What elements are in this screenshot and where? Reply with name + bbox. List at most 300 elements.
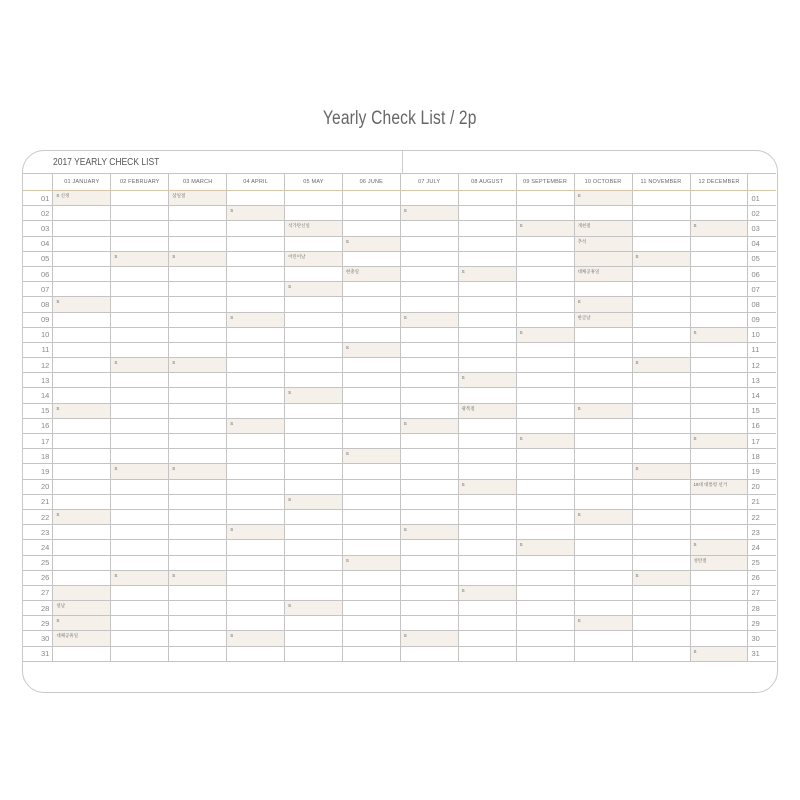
day-cell[interactable] <box>169 525 227 540</box>
day-cell[interactable] <box>285 509 343 524</box>
marked-day-cell[interactable]: S <box>690 221 748 236</box>
day-cell[interactable] <box>227 585 285 600</box>
day-cell[interactable] <box>53 358 111 373</box>
day-cell[interactable] <box>574 327 632 342</box>
marked-day-cell[interactable]: S <box>342 555 400 570</box>
marked-day-cell[interactable]: S <box>53 297 111 312</box>
day-cell[interactable] <box>169 388 227 403</box>
day-cell[interactable] <box>111 585 169 600</box>
day-cell[interactable] <box>285 464 343 479</box>
day-cell[interactable] <box>227 358 285 373</box>
day-cell[interactable] <box>111 206 169 221</box>
day-cell[interactable] <box>111 403 169 418</box>
day-cell[interactable] <box>342 251 400 266</box>
day-cell[interactable] <box>285 616 343 631</box>
day-cell[interactable] <box>53 555 111 570</box>
day-cell[interactable] <box>227 555 285 570</box>
day-cell[interactable] <box>169 418 227 433</box>
day-cell[interactable] <box>690 282 748 297</box>
day-cell[interactable] <box>458 616 516 631</box>
day-cell[interactable] <box>285 236 343 251</box>
marked-day-cell[interactable]: S <box>285 388 343 403</box>
day-cell[interactable] <box>53 388 111 403</box>
day-cell[interactable] <box>516 464 574 479</box>
marked-day-cell[interactable]: S <box>111 464 169 479</box>
day-cell[interactable] <box>516 479 574 494</box>
day-cell[interactable] <box>458 540 516 555</box>
day-cell[interactable] <box>111 434 169 449</box>
day-cell[interactable] <box>458 525 516 540</box>
day-cell[interactable] <box>516 509 574 524</box>
day-cell[interactable] <box>227 449 285 464</box>
day-cell[interactable] <box>690 342 748 357</box>
day-cell[interactable] <box>690 251 748 266</box>
day-cell[interactable] <box>227 327 285 342</box>
day-cell[interactable] <box>169 449 227 464</box>
day-cell[interactable] <box>53 236 111 251</box>
day-cell[interactable] <box>169 342 227 357</box>
day-cell[interactable] <box>53 540 111 555</box>
day-cell[interactable] <box>169 297 227 312</box>
day-cell[interactable] <box>53 418 111 433</box>
day-cell[interactable] <box>516 631 574 646</box>
day-cell[interactable] <box>632 646 690 661</box>
day-cell[interactable] <box>400 297 458 312</box>
marked-day-cell[interactable]: S <box>169 464 227 479</box>
day-cell[interactable] <box>285 191 343 206</box>
day-cell[interactable] <box>690 449 748 464</box>
day-cell[interactable] <box>53 464 111 479</box>
marked-day-cell[interactable]: S <box>342 236 400 251</box>
marked-day-cell[interactable]: S <box>111 570 169 585</box>
day-cell[interactable] <box>285 479 343 494</box>
day-cell[interactable] <box>400 646 458 661</box>
day-cell[interactable] <box>632 236 690 251</box>
day-cell[interactable] <box>516 312 574 327</box>
day-cell[interactable] <box>574 494 632 509</box>
marked-day-cell[interactable]: S <box>690 540 748 555</box>
day-cell[interactable] <box>632 601 690 616</box>
day-cell[interactable] <box>574 631 632 646</box>
day-cell[interactable] <box>516 206 574 221</box>
day-cell[interactable] <box>342 403 400 418</box>
day-cell[interactable] <box>111 373 169 388</box>
day-cell[interactable] <box>400 403 458 418</box>
day-cell[interactable] <box>690 297 748 312</box>
day-cell[interactable] <box>53 494 111 509</box>
day-cell[interactable] <box>227 236 285 251</box>
day-cell[interactable] <box>111 327 169 342</box>
day-cell[interactable] <box>400 282 458 297</box>
day-cell[interactable] <box>458 631 516 646</box>
day-cell[interactable] <box>516 616 574 631</box>
marked-day-cell[interactable]: 현충일 <box>342 266 400 281</box>
day-cell[interactable] <box>285 373 343 388</box>
day-cell[interactable] <box>458 464 516 479</box>
day-cell[interactable] <box>169 221 227 236</box>
day-cell[interactable] <box>632 479 690 494</box>
day-cell[interactable] <box>690 312 748 327</box>
day-cell[interactable] <box>574 555 632 570</box>
day-cell[interactable] <box>169 585 227 600</box>
day-cell[interactable] <box>342 479 400 494</box>
marked-day-cell[interactable]: S <box>400 631 458 646</box>
day-cell[interactable] <box>285 418 343 433</box>
day-cell[interactable] <box>111 646 169 661</box>
day-cell[interactable] <box>458 418 516 433</box>
marked-day-cell[interactable]: S <box>574 509 632 524</box>
marked-day-cell[interactable]: S <box>574 616 632 631</box>
day-cell[interactable] <box>632 191 690 206</box>
marked-day-cell[interactable]: S <box>169 570 227 585</box>
day-cell[interactable] <box>227 388 285 403</box>
day-cell[interactable] <box>111 297 169 312</box>
day-cell[interactable] <box>458 327 516 342</box>
day-cell[interactable] <box>111 342 169 357</box>
day-cell[interactable] <box>632 266 690 281</box>
day-cell[interactable] <box>690 570 748 585</box>
day-cell[interactable] <box>516 646 574 661</box>
marked-day-cell[interactable]: S <box>53 616 111 631</box>
day-cell[interactable] <box>690 358 748 373</box>
day-cell[interactable] <box>342 388 400 403</box>
day-cell[interactable] <box>169 555 227 570</box>
day-cell[interactable] <box>285 327 343 342</box>
day-cell[interactable] <box>574 479 632 494</box>
day-cell[interactable] <box>458 236 516 251</box>
marked-day-cell[interactable]: S <box>227 418 285 433</box>
day-cell[interactable] <box>342 191 400 206</box>
day-cell[interactable] <box>227 191 285 206</box>
marked-day-cell[interactable]: 광복절 <box>458 403 516 418</box>
day-cell[interactable] <box>632 616 690 631</box>
day-cell[interactable] <box>690 403 748 418</box>
marked-day-cell[interactable] <box>574 251 632 266</box>
day-cell[interactable] <box>632 585 690 600</box>
day-cell[interactable] <box>632 449 690 464</box>
day-cell[interactable] <box>458 251 516 266</box>
day-cell[interactable] <box>632 282 690 297</box>
day-cell[interactable] <box>574 434 632 449</box>
marked-day-cell[interactable]: S <box>111 251 169 266</box>
day-cell[interactable] <box>400 464 458 479</box>
day-cell[interactable] <box>516 555 574 570</box>
day-cell[interactable] <box>458 282 516 297</box>
day-cell[interactable] <box>227 434 285 449</box>
day-cell[interactable] <box>111 601 169 616</box>
day-cell[interactable] <box>690 191 748 206</box>
day-cell[interactable] <box>227 373 285 388</box>
day-cell[interactable] <box>632 297 690 312</box>
day-cell[interactable] <box>342 282 400 297</box>
marked-day-cell[interactable]: S <box>227 631 285 646</box>
day-cell[interactable] <box>458 206 516 221</box>
day-cell[interactable] <box>574 282 632 297</box>
day-cell[interactable] <box>690 525 748 540</box>
day-cell[interactable] <box>574 418 632 433</box>
day-cell[interactable] <box>227 540 285 555</box>
day-cell[interactable] <box>342 434 400 449</box>
day-cell[interactable] <box>400 236 458 251</box>
day-cell[interactable] <box>342 297 400 312</box>
day-cell[interactable] <box>632 494 690 509</box>
day-cell[interactable] <box>227 403 285 418</box>
day-cell[interactable] <box>111 266 169 281</box>
day-cell[interactable] <box>342 312 400 327</box>
day-cell[interactable] <box>690 266 748 281</box>
day-cell[interactable] <box>111 540 169 555</box>
marked-day-cell[interactable]: S <box>574 403 632 418</box>
marked-day-cell[interactable]: S <box>227 312 285 327</box>
day-cell[interactable] <box>111 191 169 206</box>
day-cell[interactable] <box>227 282 285 297</box>
day-cell[interactable] <box>285 358 343 373</box>
day-cell[interactable] <box>516 282 574 297</box>
day-cell[interactable] <box>285 434 343 449</box>
day-cell[interactable] <box>458 494 516 509</box>
day-cell[interactable] <box>632 434 690 449</box>
day-cell[interactable] <box>458 601 516 616</box>
marked-day-cell[interactable]: S <box>632 464 690 479</box>
day-cell[interactable] <box>169 373 227 388</box>
day-cell[interactable] <box>400 388 458 403</box>
day-cell[interactable] <box>574 388 632 403</box>
day-cell[interactable] <box>690 418 748 433</box>
day-cell[interactable] <box>342 509 400 524</box>
day-cell[interactable] <box>342 616 400 631</box>
day-cell[interactable] <box>400 479 458 494</box>
day-cell[interactable] <box>169 631 227 646</box>
day-cell[interactable] <box>53 221 111 236</box>
day-cell[interactable] <box>227 494 285 509</box>
day-cell[interactable] <box>169 494 227 509</box>
day-cell[interactable] <box>574 342 632 357</box>
day-cell[interactable] <box>169 312 227 327</box>
day-cell[interactable] <box>516 585 574 600</box>
day-cell[interactable] <box>227 570 285 585</box>
day-cell[interactable] <box>227 297 285 312</box>
day-cell[interactable] <box>342 221 400 236</box>
day-cell[interactable] <box>111 616 169 631</box>
marked-day-cell[interactable]: S <box>690 327 748 342</box>
day-cell[interactable] <box>169 266 227 281</box>
day-cell[interactable] <box>400 494 458 509</box>
day-cell[interactable] <box>342 464 400 479</box>
day-cell[interactable] <box>516 342 574 357</box>
day-cell[interactable] <box>400 342 458 357</box>
day-cell[interactable] <box>342 601 400 616</box>
day-cell[interactable] <box>227 221 285 236</box>
marked-day-cell[interactable]: S <box>516 327 574 342</box>
day-cell[interactable] <box>516 601 574 616</box>
day-cell[interactable] <box>400 540 458 555</box>
day-cell[interactable] <box>690 585 748 600</box>
day-cell[interactable] <box>516 388 574 403</box>
day-cell[interactable] <box>227 601 285 616</box>
day-cell[interactable] <box>516 570 574 585</box>
day-cell[interactable] <box>400 266 458 281</box>
day-cell[interactable] <box>53 570 111 585</box>
day-cell[interactable] <box>111 282 169 297</box>
marked-day-cell[interactable]: S <box>632 251 690 266</box>
day-cell[interactable] <box>458 191 516 206</box>
day-cell[interactable] <box>400 327 458 342</box>
day-cell[interactable] <box>169 434 227 449</box>
day-cell[interactable] <box>632 403 690 418</box>
marked-day-cell[interactable]: S <box>516 540 574 555</box>
day-cell[interactable] <box>632 418 690 433</box>
day-cell[interactable] <box>169 327 227 342</box>
day-cell[interactable] <box>458 449 516 464</box>
day-cell[interactable] <box>632 312 690 327</box>
day-cell[interactable] <box>458 358 516 373</box>
marked-day-cell[interactable]: 대체공휴일 <box>53 631 111 646</box>
day-cell[interactable] <box>342 327 400 342</box>
day-cell[interactable] <box>574 601 632 616</box>
day-cell[interactable] <box>400 601 458 616</box>
day-cell[interactable] <box>516 418 574 433</box>
day-cell[interactable] <box>400 555 458 570</box>
marked-day-cell[interactable]: 성탄절 <box>690 555 748 570</box>
day-cell[interactable] <box>516 449 574 464</box>
day-cell[interactable] <box>227 266 285 281</box>
day-cell[interactable] <box>111 312 169 327</box>
day-cell[interactable] <box>285 312 343 327</box>
marked-day-cell[interactable]: S <box>516 221 574 236</box>
day-cell[interactable] <box>111 479 169 494</box>
day-cell[interactable] <box>53 646 111 661</box>
day-cell[interactable] <box>690 236 748 251</box>
day-cell[interactable] <box>169 479 227 494</box>
day-cell[interactable] <box>574 540 632 555</box>
day-cell[interactable] <box>516 403 574 418</box>
day-cell[interactable] <box>516 191 574 206</box>
day-cell[interactable] <box>574 585 632 600</box>
day-cell[interactable] <box>285 570 343 585</box>
marked-day-cell[interactable]: S <box>342 342 400 357</box>
day-cell[interactable] <box>111 221 169 236</box>
marked-day-cell[interactable]: S <box>400 206 458 221</box>
day-cell[interactable] <box>400 191 458 206</box>
day-cell[interactable] <box>111 631 169 646</box>
day-cell[interactable] <box>458 434 516 449</box>
day-cell[interactable] <box>53 266 111 281</box>
day-cell[interactable] <box>285 631 343 646</box>
day-cell[interactable] <box>285 342 343 357</box>
day-cell[interactable] <box>53 449 111 464</box>
day-cell[interactable] <box>690 388 748 403</box>
day-cell[interactable] <box>342 494 400 509</box>
day-cell[interactable] <box>53 312 111 327</box>
day-cell[interactable] <box>574 373 632 388</box>
marked-day-cell[interactable]: S <box>458 585 516 600</box>
day-cell[interactable] <box>458 509 516 524</box>
day-cell[interactable] <box>285 540 343 555</box>
day-cell[interactable] <box>53 373 111 388</box>
day-cell[interactable] <box>111 418 169 433</box>
day-cell[interactable] <box>400 616 458 631</box>
day-cell[interactable] <box>690 494 748 509</box>
day-cell[interactable] <box>516 236 574 251</box>
day-cell[interactable] <box>574 358 632 373</box>
day-cell[interactable] <box>632 221 690 236</box>
day-cell[interactable] <box>285 555 343 570</box>
day-cell[interactable] <box>342 540 400 555</box>
day-cell[interactable] <box>574 570 632 585</box>
day-cell[interactable] <box>169 540 227 555</box>
marked-day-cell[interactable]: S <box>285 601 343 616</box>
day-cell[interactable] <box>690 206 748 221</box>
day-cell[interactable] <box>458 555 516 570</box>
marked-day-cell[interactable]: S <box>285 282 343 297</box>
marked-day-cell[interactable]: S <box>574 297 632 312</box>
day-cell[interactable] <box>111 236 169 251</box>
day-cell[interactable] <box>574 464 632 479</box>
day-cell[interactable] <box>285 266 343 281</box>
day-cell[interactable] <box>458 570 516 585</box>
day-cell[interactable] <box>400 509 458 524</box>
day-cell[interactable] <box>285 585 343 600</box>
day-cell[interactable] <box>169 601 227 616</box>
marked-day-cell[interactable]: 대체공휴일 <box>574 266 632 281</box>
day-cell[interactable] <box>285 646 343 661</box>
day-cell[interactable] <box>400 434 458 449</box>
day-cell[interactable] <box>400 585 458 600</box>
day-cell[interactable] <box>53 525 111 540</box>
day-cell[interactable] <box>111 449 169 464</box>
marked-day-cell[interactable]: S <box>400 418 458 433</box>
day-cell[interactable] <box>400 373 458 388</box>
day-cell[interactable] <box>227 616 285 631</box>
day-cell[interactable] <box>516 266 574 281</box>
marked-day-cell[interactable]: S <box>342 449 400 464</box>
day-cell[interactable] <box>53 251 111 266</box>
day-cell[interactable] <box>342 585 400 600</box>
day-cell[interactable] <box>53 434 111 449</box>
day-cell[interactable] <box>342 373 400 388</box>
day-cell[interactable] <box>458 342 516 357</box>
day-cell[interactable] <box>169 616 227 631</box>
day-cell[interactable] <box>690 601 748 616</box>
day-cell[interactable] <box>169 282 227 297</box>
day-cell[interactable] <box>169 236 227 251</box>
marked-day-cell[interactable]: S <box>111 358 169 373</box>
day-cell[interactable] <box>690 509 748 524</box>
day-cell[interactable] <box>516 525 574 540</box>
day-cell[interactable] <box>516 297 574 312</box>
day-cell[interactable] <box>53 327 111 342</box>
marked-day-cell[interactable]: S <box>53 509 111 524</box>
day-cell[interactable] <box>53 282 111 297</box>
day-cell[interactable] <box>458 312 516 327</box>
day-cell[interactable] <box>400 221 458 236</box>
day-cell[interactable] <box>227 479 285 494</box>
day-cell[interactable] <box>285 403 343 418</box>
marked-day-cell[interactable]: S <box>690 434 748 449</box>
marked-day-cell[interactable]: S <box>400 525 458 540</box>
day-cell[interactable] <box>690 631 748 646</box>
marked-day-cell[interactable]: S <box>169 251 227 266</box>
day-cell[interactable] <box>632 525 690 540</box>
day-cell[interactable] <box>285 297 343 312</box>
day-cell[interactable] <box>169 206 227 221</box>
marked-day-cell[interactable]: 19대 대통령 선거 <box>690 479 748 494</box>
day-cell[interactable] <box>111 388 169 403</box>
marked-day-cell[interactable]: S <box>400 312 458 327</box>
day-cell[interactable] <box>574 206 632 221</box>
day-cell[interactable] <box>574 525 632 540</box>
day-cell[interactable] <box>690 616 748 631</box>
